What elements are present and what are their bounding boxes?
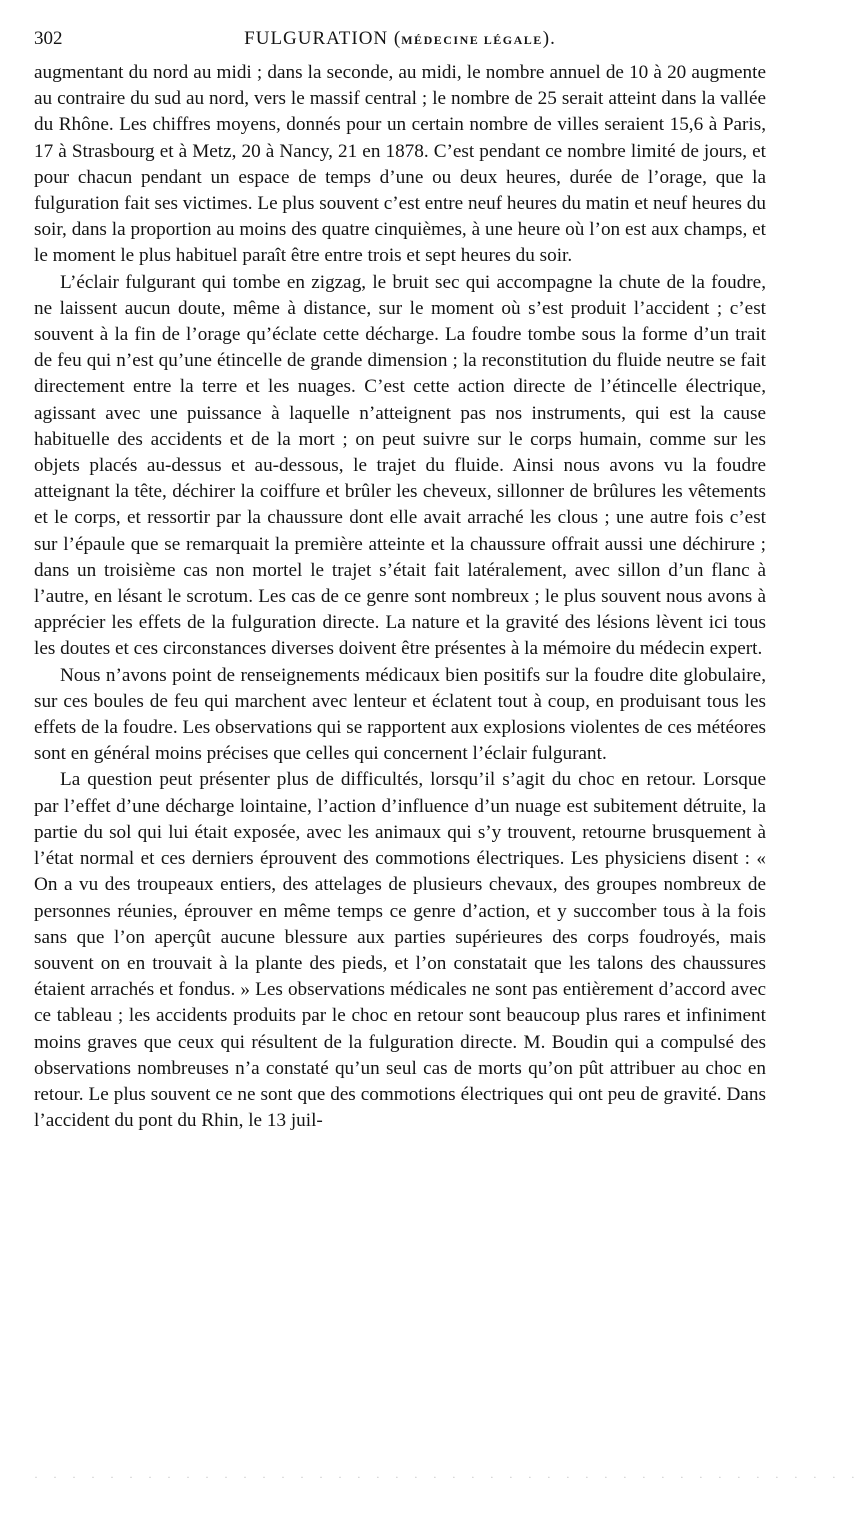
book-page xyxy=(34,24,766,1134)
paragraph-foudre-globulaire: Nous n’avons point de renseignements médicaux bien positifs sur la foudre dite globulaire, sur ces boules de feu qui marchent avec lenteur et éclatent tout à coup, en produisant tous les effets de la foudre. Les observations qui se rapportent aux explosions violentes de ces météores sont en général moins précises que celles qui concernent l’éclair fulgurant. xyxy=(34,664,766,765)
running-title xyxy=(34,24,766,55)
bleed-through-marks: · · · · · · · · · · · · · · · · · · · · · · · · · · · · · · · · · · · · · · · · · · · · xyxy=(34,1470,861,1484)
running-title-end: ). xyxy=(542,28,556,49)
paragraph-choc-en-retour: La question peut présenter plus de difficultés, lorsqu’il s’agit du choc en retour. Lorsque par l’effet d’une décharge lointaine, l’action d’influence d’un nuage est subitement détruite, la partie du sol qui lui était exposée, avec les animaux qui s’y trouvent, retourne brusquement à l’état normal et ces derniers éprouvent des commotions électriques. Les physiciens disent : « On a vu des troupeaux entiers, des attelages de plusieurs chevaux, des groupes nombreux de personnes réunies, éprouver en même temps ce genre d’action, et y succomber tous à la fois sans que l’on aperçût aucune blessure aux parties supérieures des corps foudroyés, mais souvent on en trouvait à la plante des pieds, et l’on constatait que les talons des chaussures étaient arrachés et fondus. » Les observations médicales ne sont pas entièrement d’accord avec ce tableau ; les accidents produits par le choc en retour sont beaucoup plus rares et infiniment moins graves que ceux qui résultent de la fulguration directe. M. Boudin qui a compulsé des observations nombreuses n’a constaté qu’un seul cas de morts qu’on pût attribuer au choc en retour. Le plus souvent ce ne sont que des commotions électriques qui ont peu de gravité. Dans l’accident du pont du Rhin, le 13 juil- xyxy=(34,769,766,1132)
running-head xyxy=(34,24,766,54)
paragraph-continuation: augmentant du nord au midi ; dans la seconde, au midi, le nombre annuel de 10 à 20 augmente au contraire du sud au nord, vers le massif central ; le nombre de 25 serait atteint dans la vallée du Rhône. Les chiffres moyens, donnés pour un certain nombre de villes seraient 15,6 à Paris, 17 à Strasbourg et à Metz, 20 à Nancy, 21 en 1878. C’est pendant ce nombre limité de jours, et pour chacun pendant un espace de temps d’une ou deux heures, durée de l’orage, que la fulguration fait ses victimes. Le plus souvent c’est entre neuf heures du matin et neuf heures du soir, dans la proportion au moins des quatre cinquièmes, à une heure où l’on est aux champs, et le moment le plus habituel paraît être entre trois et sept heures du soir. xyxy=(34,62,766,267)
running-title-subject: MÉDECINE LÉGALE xyxy=(401,33,543,47)
paragraph-eclair-fulgurant: L’éclair fulgurant qui tombe en zigzag, le bruit sec qui accompagne la chute de la foudre, ne laissent aucun doute, même à distance, sur le moment où s’est produit l’accident ; c’est souvent à la fin de l’orage qu’éclate cette décharge. La foudre tombe sous la forme d’un trait de feu qui n’est qu’une étincelle de grande dimension ; la reconstitution du fluide neutre se fait directement entre la terre et les nuages. C’est cette action directe de l’étincelle électrique, agissant avec une puissance à laquelle n’atteignent pas nos instruments, qui est la cause habituelle des accidents et de la mort ; on peut suivre sur le corps humain, comme sur les objets placés au-dessus et au-dessous, le trajet du fluide. Ainsi nous avons vu la foudre atteignant la tête, déchirer la coiffure et brûler les cheveux, sillonner de brûlures les vêtements et le corps, et ressortir par la chaussure dont elle avait arraché les clous ; une autre fois c’est sur l’épaule que se remarquait la première atteinte et la chaussure offrait aussi une déchirure ; dans un troisième cas non mortel le trajet s’était fait latéralement, avec sillon d’un flanc à l’autre, en lésant le scrotum. Les cas de ce genre sont nombreux ; le plus souvent nous avons à apprécier les effets de la fulguration directe. La nature et la gravité des lésions lèvent ici tous les doutes et ces circonstances diverses doivent être présentes à la mémoire du médecin expert. xyxy=(34,271,766,660)
page-number: 302 xyxy=(34,28,63,49)
body-text xyxy=(34,60,766,1134)
running-title-main: FULGURATION ( xyxy=(244,28,402,49)
